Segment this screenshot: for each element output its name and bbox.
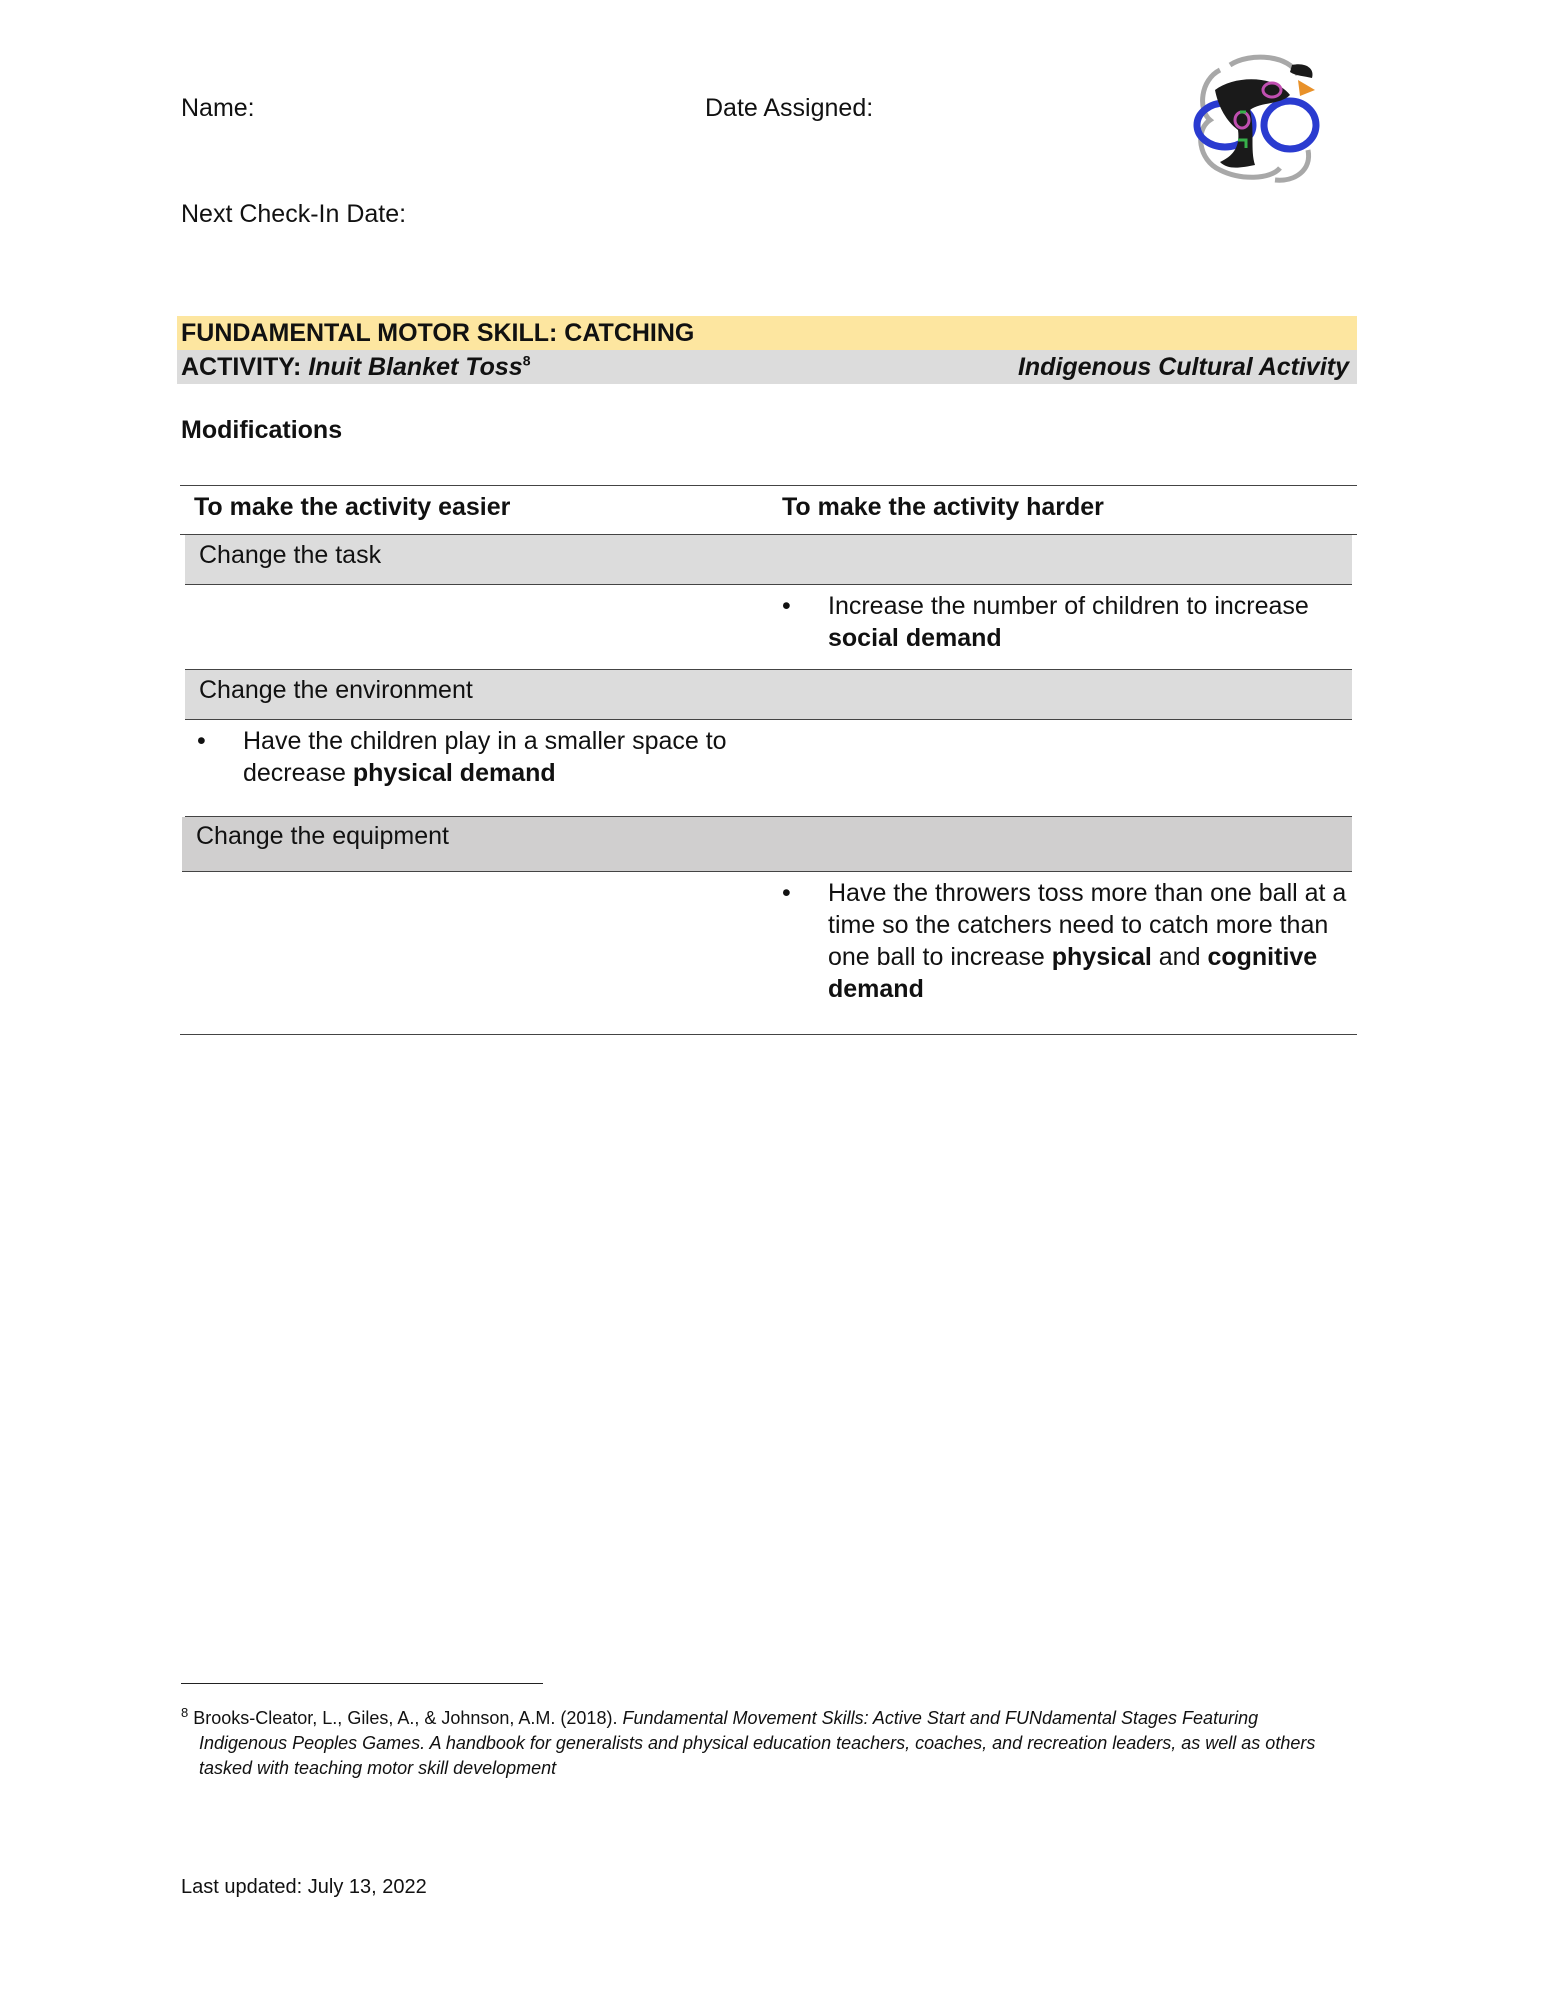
- name-label: Name:: [181, 94, 255, 122]
- date-assigned-label: Date Assigned:: [705, 94, 874, 122]
- table-header-row: [180, 485, 1357, 535]
- section-body-task: • Increase the number of children to increase social demand: [185, 585, 1352, 670]
- modifications-heading: Modifications: [181, 416, 343, 444]
- section-title: Change the environment: [199, 676, 473, 704]
- section-row-environment: [185, 670, 1352, 720]
- activity-type: Indigenous Cultural Activity: [1017, 353, 1349, 381]
- activity-footnote-ref: 8: [522, 352, 531, 369]
- col-easier-header: To make the activity easier: [194, 493, 511, 521]
- footnote-title-line2: Indigenous Peoples Games. A handbook for generalists and physical education teachers, coaches, and recreation leaders, as well as others: [199, 1733, 1316, 1753]
- footnote-divider: [181, 1683, 543, 1684]
- next-checkin-label: Next Check-In Date:: [181, 200, 407, 228]
- section-row-equipment: [182, 817, 1352, 872]
- activity-name: Inuit Blanket Toss: [308, 353, 523, 381]
- activity-prefix: ACTIVITY:: [181, 353, 302, 381]
- indigenous-art-logo: [1180, 50, 1330, 190]
- activity-banner: [177, 350, 1357, 384]
- skill-banner: [177, 316, 1357, 350]
- footnote: [181, 1700, 1331, 1781]
- section-body-environment: • Have the children play in a smaller space to decrease physical demand: [185, 720, 1352, 817]
- footnote-ref: 8: [181, 1705, 189, 1720]
- footnote-title-line3: tasked with teaching motor skill development: [199, 1758, 557, 1778]
- footnote-authors: Brooks-Cleator, L., Giles, A., & Johnson, A.M. (2018).: [193, 1708, 618, 1728]
- col-harder-header: To make the activity harder: [782, 493, 1104, 521]
- section-title: Change the task: [199, 541, 382, 569]
- last-updated: Last updated: July 13, 2022: [181, 1876, 427, 1898]
- skill-title: FUNDAMENTAL MOTOR SKILL: CATCHING: [181, 319, 695, 347]
- section-title: Change the equipment: [196, 822, 449, 850]
- section-body-equipment: • Have the throwers toss more than one ball at a time so the catchers need to catch more than one ball to increase physical and cognitive demand: [180, 872, 1357, 1035]
- footnote-title-line1: Fundamental Movement Skills: Active Start and FUNdamental Stages Featuring: [622, 1708, 1259, 1728]
- section-row-task: [185, 535, 1352, 585]
